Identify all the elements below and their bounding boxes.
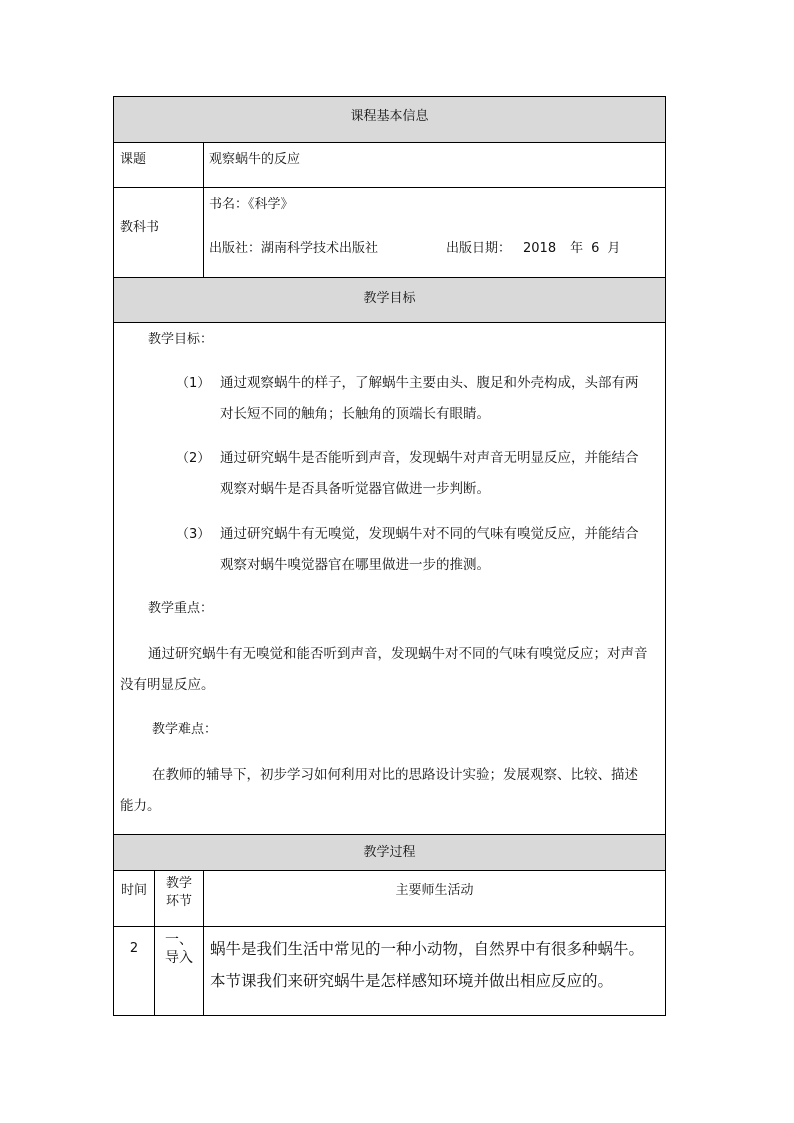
lesson-plan-table <box>113 96 666 1016</box>
process-stage-1: 一、 <box>165 932 193 948</box>
goal-1-line-1: 通过观察蜗牛的样子，了解蜗牛主要由头、腹足和外壳构成，头部有两 <box>220 375 639 391</box>
year-unit: 年 <box>570 241 584 256</box>
process-stage-cell <box>155 927 204 1015</box>
difficulty-line-2: 能力。 <box>120 798 161 814</box>
process-stage-2: 导入 <box>165 950 193 966</box>
process-activity <box>210 933 644 997</box>
publish-date <box>446 241 620 257</box>
publish-year: 2018 <box>523 241 557 256</box>
topic-label-cell <box>114 143 204 187</box>
key-points-line-1: 通过研究蜗牛有无嗅觉和能否听到声音，发现蜗牛对不同的气味有嗅觉反应；对声音 <box>148 646 648 662</box>
key-points-text <box>114 639 667 701</box>
stage-column-label-1: 教学 <box>165 876 192 891</box>
time-column-label: 时间 <box>120 883 147 898</box>
goal-2-text <box>220 443 639 505</box>
objectives-header-title: 教学目标 <box>363 291 416 306</box>
month-unit: 月 <box>607 241 621 256</box>
goal-3-text <box>220 519 639 581</box>
stage-column-label-2: 环节 <box>165 894 192 909</box>
goals-title: 教学目标： <box>148 332 214 347</box>
difficulty-title: 教学难点： <box>152 722 218 737</box>
basic-info-title: 课程基本信息 <box>350 109 429 124</box>
goal-3-number: （3） <box>176 527 211 542</box>
goal-3-line-2: 观察对蜗牛嗅觉器官在哪里做进一步的推测。 <box>220 557 490 573</box>
topic-value: 观察蜗牛的反应 <box>209 152 301 167</box>
difficulty-text <box>114 760 667 822</box>
goal-3-line-1: 通过研究蜗牛有无嗅觉，发现蜗牛对不同的气味有嗅觉反应，并能结合 <box>220 526 639 542</box>
process-header <box>114 835 665 871</box>
goal-1-line-2: 对长短不同的触角；长触角的顶端长有眼睛。 <box>220 406 490 422</box>
process-row <box>114 927 665 1015</box>
process-activity-line-1: 蜗牛是我们生活中常见的一种小动物，自然界中有很多种蜗牛。 <box>210 940 645 958</box>
process-activity-line-2: 本节课我们来研究蜗牛是怎样感知环境并做出相应反应的。 <box>210 972 614 990</box>
activity-column-header <box>204 871 665 926</box>
basic-info-header <box>114 97 665 143</box>
textbook-label-cell <box>114 188 204 277</box>
key-points-title: 教学重点： <box>148 601 214 616</box>
time-column-header <box>114 871 155 926</box>
topic-label: 课题 <box>120 152 147 167</box>
process-time-cell <box>114 927 155 1015</box>
publish-date-label: 出版日期： <box>446 241 512 256</box>
objectives-content <box>114 323 665 835</box>
process-columns <box>114 871 665 927</box>
publisher: 出版社：湖南科学技术出版社 <box>209 241 379 256</box>
textbook-row <box>114 188 665 278</box>
goal-1-text <box>220 368 639 430</box>
textbook-label: 教科书 <box>120 220 160 235</box>
goal-2-number: （2） <box>176 451 211 466</box>
process-time: 2 <box>129 941 139 956</box>
activity-column-label: 主要师生活动 <box>395 883 474 898</box>
process-header-title: 教学过程 <box>363 845 416 860</box>
stage-column-label <box>155 871 203 911</box>
topic-value-cell <box>204 143 665 187</box>
publish-month: 6 <box>591 241 600 256</box>
process-activity-cell <box>204 927 665 1015</box>
textbook-info-cell <box>204 188 665 277</box>
topic-row <box>114 143 665 188</box>
book-name: 书名：《科学》 <box>209 197 294 212</box>
objectives-header <box>114 278 665 323</box>
goal-2-line-1: 通过研究蜗牛是否能听到声音，发现蜗牛对声音无明显反应，并能结合 <box>220 450 639 466</box>
difficulty-line-1: 在教师的辅导下，初步学习如何利用对比的思路设计实验；发展观察、比较、描述 <box>152 767 638 783</box>
stage-column-header <box>155 871 204 926</box>
key-points-line-2: 没有明显反应。 <box>120 677 215 693</box>
goal-2-line-2: 观察对蜗牛是否具备听觉器官做进一步判断。 <box>220 481 490 497</box>
process-stage <box>155 927 203 967</box>
goal-1-number: （1） <box>176 376 211 391</box>
